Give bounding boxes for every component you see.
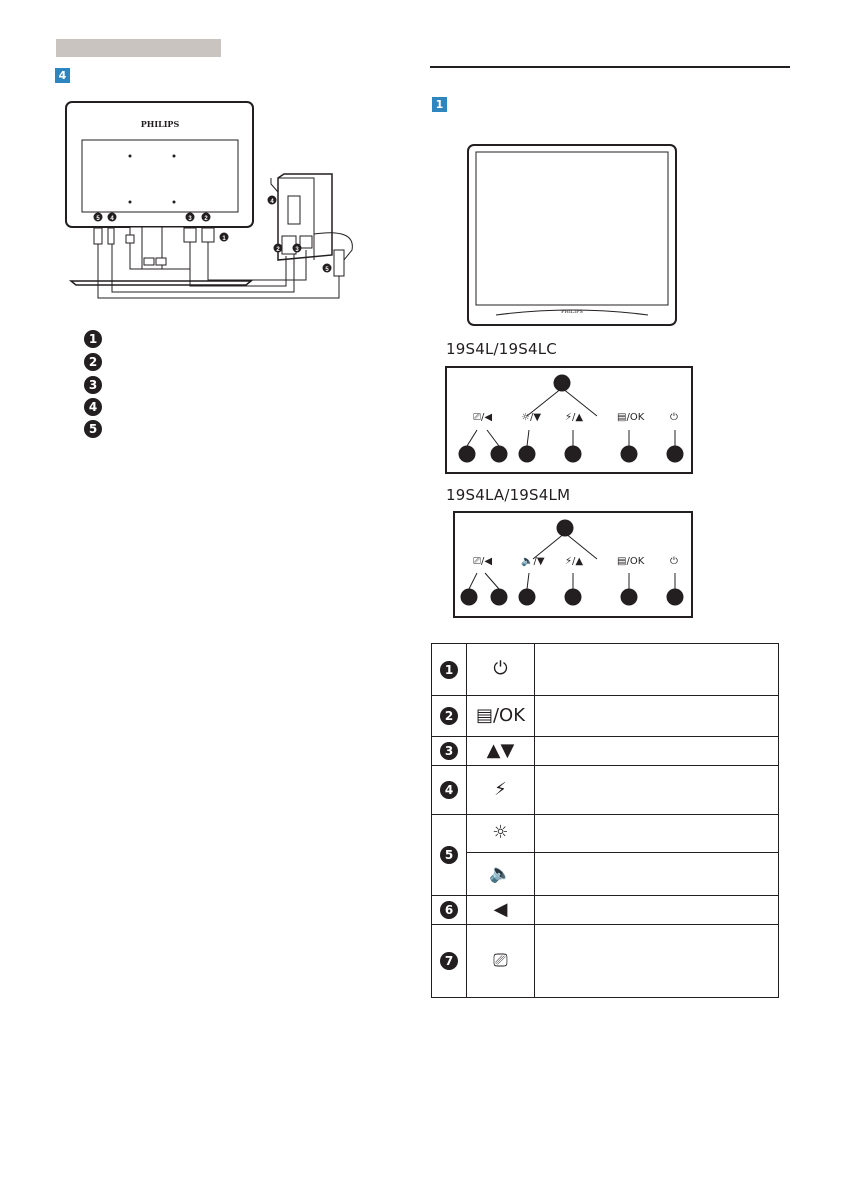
row-description <box>535 737 779 766</box>
smartimage-icon[interactable]: ⚡/▲ <box>565 412 584 423</box>
legend-number-2: 2 <box>84 353 102 371</box>
legend-number-3: 3 <box>84 376 102 394</box>
model-label-2: 19S4LA/19S4LM <box>446 486 571 504</box>
table-row <box>432 815 779 853</box>
table-row <box>432 696 779 737</box>
volume-icon: 🔈 <box>489 862 512 884</box>
menu-ok-icon[interactable]: ▤/OK <box>617 556 645 567</box>
legend-number-4: 4 <box>84 398 102 416</box>
svg-text:4: 4 <box>110 216 114 222</box>
power-icon[interactable]: ⏻ <box>670 556 678 567</box>
svg-text:5: 5 <box>325 267 329 273</box>
table-row <box>432 737 779 766</box>
brightness-icon: ☼ <box>492 822 509 843</box>
row-number: 4 <box>440 781 458 799</box>
rear-brand-label: PHILIPS <box>140 119 180 129</box>
section-rule <box>430 66 790 68</box>
model-label-1: 19S4L/19S4LC <box>446 340 557 358</box>
svg-text:2: 2 <box>204 216 208 222</box>
key-function-table <box>431 643 779 998</box>
legend-number-1: 1 <box>84 330 102 348</box>
row-description-2 <box>535 853 779 896</box>
table-row <box>432 925 779 998</box>
input-icon[interactable]: ⎚/◀ <box>473 556 493 567</box>
svg-text:4: 4 <box>270 199 274 205</box>
table-row <box>432 896 779 925</box>
brightness-icon[interactable]: ☼/▼ <box>521 412 542 423</box>
control-panel-1 <box>445 366 693 474</box>
menu-ok-icon[interactable]: ▤/OK <box>617 412 645 423</box>
power-icon: ⏻ <box>493 658 508 679</box>
input-icon: ⎚ <box>493 949 508 971</box>
svg-text:2: 2 <box>276 247 280 253</box>
back-icon: ◀ <box>493 898 508 920</box>
row-number: 1 <box>440 661 458 679</box>
row-description <box>535 896 779 925</box>
row-description <box>535 925 779 998</box>
step-badge: 4 <box>55 68 70 83</box>
row-description <box>535 766 779 815</box>
row-description <box>535 696 779 737</box>
up-down-icon: ▲▼ <box>486 739 515 761</box>
row-description <box>535 644 779 696</box>
svg-text:5: 5 <box>96 216 100 222</box>
svg-text:3: 3 <box>188 216 192 222</box>
section-header-bar <box>56 39 221 57</box>
row-description <box>535 815 779 853</box>
menu-ok-icon: ▤/OK <box>475 704 526 726</box>
volume-icon[interactable]: 🔈/▼ <box>521 556 545 567</box>
table-row <box>432 644 779 696</box>
input-icon[interactable]: ⎚/◀ <box>473 412 493 423</box>
svg-text:1: 1 <box>222 236 226 242</box>
row-number: 6 <box>440 901 458 919</box>
front-monitor-illustration <box>466 143 680 329</box>
row-number: 2 <box>440 707 458 725</box>
table-row <box>432 853 779 896</box>
front-brand-label: PHILIPS <box>561 309 583 315</box>
table-row <box>432 766 779 815</box>
row-number: 3 <box>440 742 458 760</box>
power-icon[interactable]: ⏻ <box>670 412 678 423</box>
step-badge-front: 1 <box>432 97 447 112</box>
smartimage-icon: ⚡ <box>494 778 507 800</box>
control-panel-2 <box>453 511 693 618</box>
row-number: 5 <box>440 846 458 864</box>
row-number: 7 <box>440 952 458 970</box>
legend-number-5: 5 <box>84 420 102 438</box>
smartimage-icon[interactable]: ⚡/▲ <box>565 556 584 567</box>
rear-connection-illustration <box>56 100 366 310</box>
svg-text:3: 3 <box>295 247 299 253</box>
